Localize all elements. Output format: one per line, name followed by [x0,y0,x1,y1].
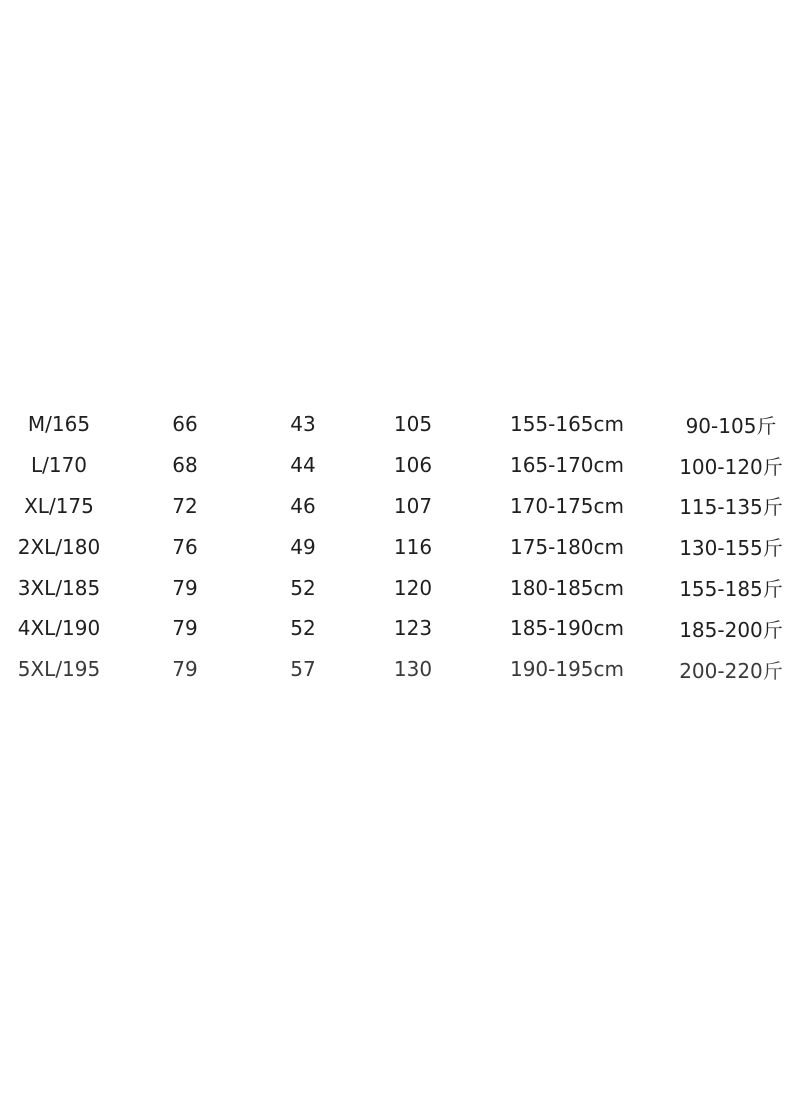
value-cell: 44 [290,453,316,478]
value-cell: 43 [290,412,316,437]
value-cell: 76 [172,534,198,559]
size-cell: M/165 [27,412,91,437]
value-cell: 79 [172,575,198,600]
height-cell: 185-190cm [509,616,625,641]
size-cell: 2XL/180 [17,534,101,559]
weight-cell: 155-185斤 [679,577,783,602]
table-row [0,404,800,445]
weight-cell: 115-135斤 [679,495,783,520]
value-cell: 107 [393,493,433,518]
height-cell: 180-185cm [509,575,625,600]
height-cell: 165-170cm [509,453,625,478]
height-cell: 175-180cm [509,534,625,559]
table-row [0,649,800,690]
value-cell: 68 [172,453,198,478]
weight-cell: 200-220斤 [679,658,783,683]
size-cell: 5XL/195 [17,657,101,682]
weight-cell: 130-155斤 [679,536,783,561]
table-row [0,445,800,486]
table-row [0,608,800,649]
size-cell: 3XL/185 [17,575,101,600]
height-cell: 170-175cm [509,493,625,518]
table-row [0,567,800,608]
weight-cell: 100-120斤 [679,454,783,479]
value-cell: 72 [172,493,198,518]
value-cell: 123 [393,616,433,641]
value-cell: 105 [393,412,433,437]
value-cell: 120 [393,575,433,600]
value-cell: 57 [290,657,316,682]
size-table [0,404,800,690]
weight-cell: 90-105斤 [685,413,777,438]
weight-cell: 185-200斤 [679,617,783,642]
value-cell: 49 [290,534,316,559]
value-cell: 79 [172,616,198,641]
size-cell: L/170 [30,453,88,478]
size-cell: 4XL/190 [17,616,101,641]
size-cell: XL/175 [24,493,94,518]
value-cell: 52 [290,575,316,600]
value-cell: 79 [172,657,198,682]
value-cell: 130 [393,657,433,682]
value-cell: 66 [172,412,198,437]
table-row [0,486,800,527]
value-cell: 52 [290,616,316,641]
height-cell: 155-165cm [509,412,625,437]
value-cell: 106 [393,453,433,478]
value-cell: 116 [393,534,433,559]
height-cell: 190-195cm [509,657,625,682]
value-cell: 46 [290,493,316,518]
table-row [0,526,800,567]
